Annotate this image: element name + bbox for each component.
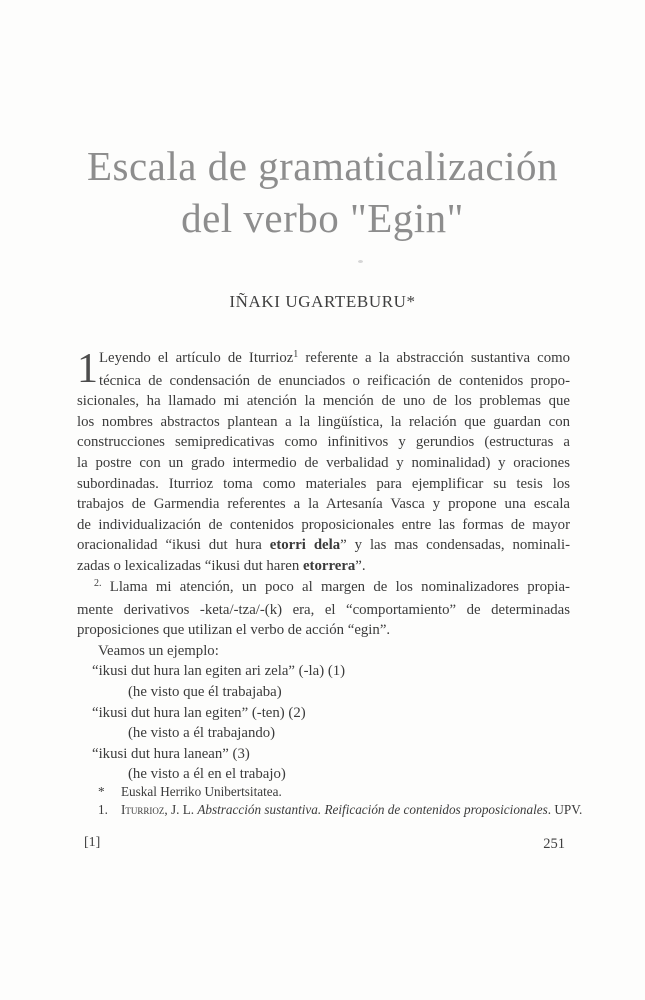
text-line: Veamos un ejemplo: (98, 642, 219, 659)
text-segment: . UPV. (547, 801, 583, 817)
text-segment: oracionalidad “ikusi dut hura (77, 537, 270, 554)
scan-artifact (358, 260, 363, 263)
paragraph-1 (77, 348, 570, 577)
text-line: “ikusi dut hura lanean” (3) (92, 745, 250, 762)
text-segment: zadas o lexicalizadas “ikusi dut haren (77, 557, 303, 574)
text-segment: etorri dela (269, 537, 341, 554)
dropcap-numeral: 1 (77, 346, 98, 392)
paragraph-1-lines (77, 348, 570, 577)
text-line: de individualización de contenidos proposicionales entre las formas de mayor (77, 516, 570, 533)
text-segment: Leyendo el artículo de Iturrioz (99, 350, 294, 366)
text-segment: Llama mi atención, un poco al margen de los nominalizadores propia- (101, 579, 570, 595)
text-line: la postre con un grado intermedio de verbalidad y nominalidad) y oraciones (77, 454, 570, 471)
text-line: sicionales, ha llamado mi atención la mención de uno de los problemas que (77, 393, 570, 410)
title-line-2: del verbo "Egin" (181, 195, 464, 241)
text-line (77, 577, 570, 600)
text-segment: Euskal Herriko Unibertsitatea. (121, 784, 282, 799)
footnote-marker: * (98, 784, 105, 799)
author-name: IÑAKI UGARTEBURU* (229, 292, 416, 311)
text-segment: Abstracción sustantiva. Reificación de contenidos proposicionales (197, 801, 548, 817)
title-line-1: Escala de gramaticalización (86, 143, 559, 189)
text-segment: 1 (293, 349, 299, 360)
text-line (77, 556, 570, 577)
examples-block (77, 641, 570, 785)
footnote-text (121, 801, 582, 819)
footnote-marker: 1. (98, 801, 108, 817)
text-line: los nombres abstractos plantean a la lingüística, la relación que guardan con (77, 413, 570, 430)
text-line: subordinadas. Iturrioz toma como materiales para ejemplificar su tesis los (77, 475, 570, 492)
section-2 (77, 577, 570, 785)
text-line: (he visto que él trabajaba) (128, 683, 282, 700)
text-segment: etorrera (302, 557, 356, 574)
text-segment: 2. (94, 578, 102, 589)
text-line (77, 348, 570, 371)
footnotes (77, 783, 583, 818)
article-title (0, 140, 645, 244)
text-line: construcciones semipredicativas como infinitivos y gerundios (estructuras a (77, 434, 570, 451)
text-line (77, 535, 570, 556)
text-line: técnica de condensación de enunciados o reificación de contenidos propo- (99, 372, 570, 389)
text-segment: Iturrioz (121, 801, 165, 817)
text-line: “ikusi dut hura lan egiten” (-ten) (2) (92, 704, 306, 721)
text-segment: , J. L. (164, 801, 198, 817)
text-line: trabajos de Garmendia referentes a la Artesanía Vasca y propone una escala (77, 496, 570, 513)
text-line: mente derivativos -keta/-tza/-(k) era, el “comportamiento” de determinadas (77, 601, 570, 618)
page-number: 251 (543, 836, 565, 852)
paragraph-2-lines (77, 577, 570, 641)
text-segment: ”. (355, 557, 366, 574)
footnote-row (77, 801, 583, 819)
text-line: (he visto a él en el trabajo) (128, 766, 286, 783)
signature-number: [1] (84, 835, 101, 850)
text-line: “ikusi dut hura lan egiten ari zela” (-la) (1) (92, 663, 346, 680)
text-line: (he visto a él trabajando) (128, 725, 276, 742)
text-line: proposiciones que utilizan el verbo de acción “egin”. (77, 622, 391, 639)
text-segment: referente a la abstracción sustantiva como (298, 350, 570, 366)
text-segment: ” y las mas condensadas, nominali- (340, 537, 570, 554)
footnote-text (121, 783, 570, 801)
footnote-row (77, 783, 570, 801)
